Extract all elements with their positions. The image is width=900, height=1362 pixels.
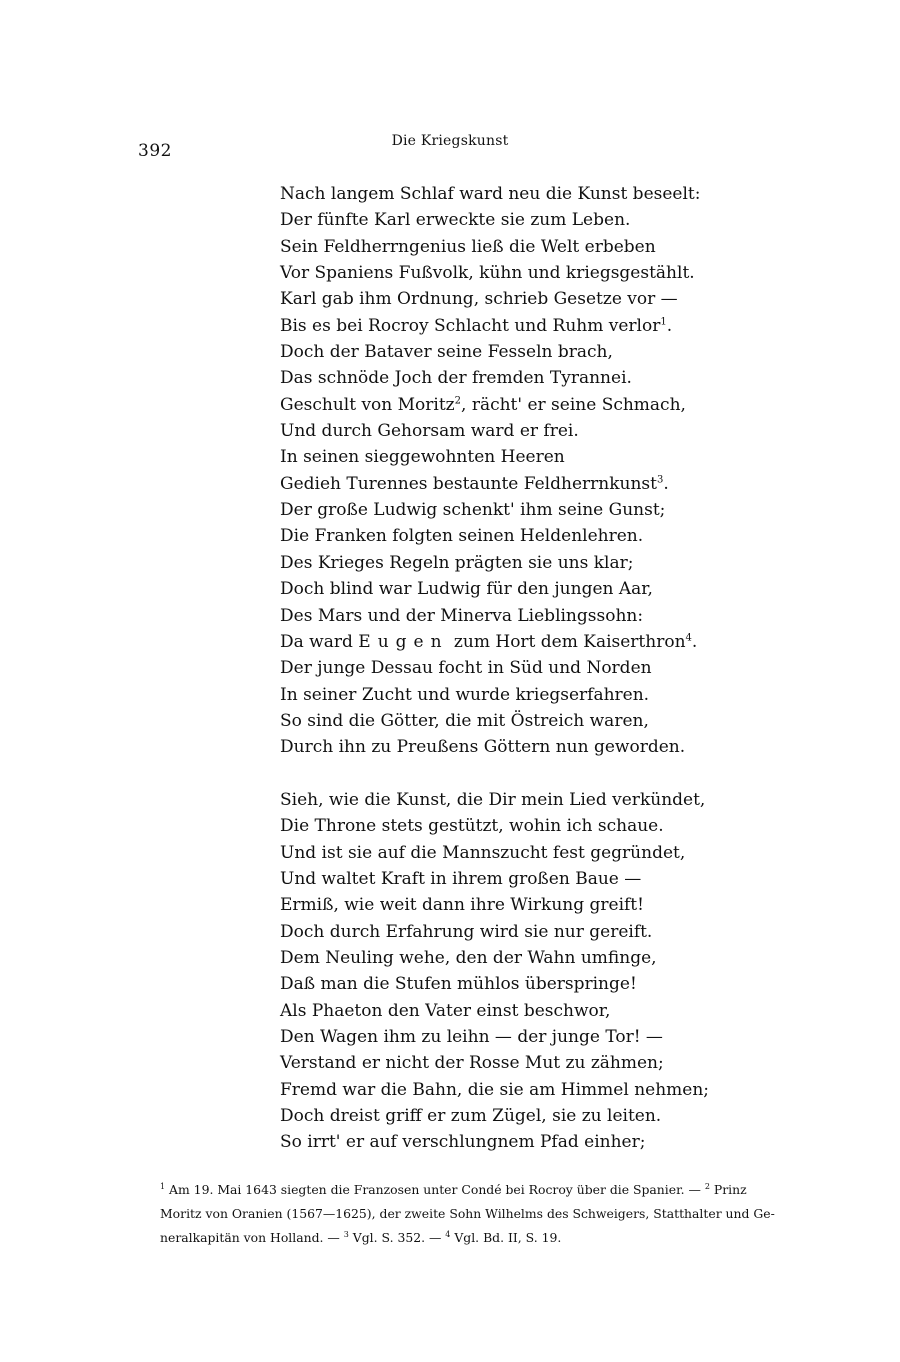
verse-line: Als Phaeton den Vater einst beschwor, <box>280 1000 611 1021</box>
verse-line: Und durch Gehorsam ward er frei. <box>280 421 579 442</box>
verse-line: Des Krieges Regeln prägten sie uns klar; <box>280 552 634 573</box>
verse-line: Verstand er nicht der Rosse Mut zu zähmen; <box>280 1053 664 1074</box>
verse-line: Geschult von Moritz$^2$, rächt' er seine Schmach, <box>280 394 686 415</box>
verse-line: Ermiß, wie weit dann ihre Wirkung greift! <box>280 895 644 916</box>
verse-line: Die Throne stets gestützt, wohin ich schaue. <box>280 816 664 837</box>
footnote-marker: 3 <box>656 474 664 486</box>
verse-line: Der junge Dessau focht in Süd und Norden <box>280 658 652 679</box>
footnote-number: 1 <box>160 1181 166 1191</box>
verse-line: Durch ihn zu Preußens Göttern nun geworden. <box>280 737 686 758</box>
footnote-marker: 4 <box>685 632 692 644</box>
verse-line: Doch der Bataver seine Fesseln brach, <box>280 342 613 363</box>
verse-line: Bis es bei Rocroy Schlacht und Ruhm verlor$^1$. <box>280 315 673 336</box>
verse-line: Und waltet Kraft in ihrem großen Baue — <box>280 869 642 890</box>
verse-line: So irrt' er auf verschlungnem Pfad einher; <box>280 1132 646 1153</box>
verse-line: Fremd war die Bahn, die sie am Himmel nehmen; <box>280 1079 710 1100</box>
stanza-2 <box>280 787 709 1156</box>
verse-line: Karl gab ihm Ordnung, schrieb Gesetze vor — <box>280 289 678 310</box>
verse-line: Des Mars und der Minerva Lieblingssohn: <box>280 605 644 626</box>
verse-line: Doch durch Erfahrung wird sie nur gereift. <box>280 921 653 942</box>
verse-line: Sein Feldherrngenius ließ die Welt erbeben <box>280 236 656 257</box>
footnote-number: 4 <box>445 1229 451 1239</box>
verse-line: Der fünfte Karl erweckte sie zum Leben. <box>280 210 631 231</box>
verse-line: Und ist sie auf die Mannszucht fest gegründet, <box>280 842 686 863</box>
footnote-number: 2 <box>704 1181 710 1191</box>
footnote-number: 3 <box>343 1229 349 1239</box>
spaced-name: Eugen <box>358 631 449 652</box>
verse-line: Die Franken folgten seinen Heldenlehren. <box>280 526 644 547</box>
verse-line: Gedieh Turennes bestaunte Feldherrnkunst$^3$. <box>280 473 669 494</box>
verse-line: Da ward Eugen zum Hort dem Kaiserthron$^4$. <box>280 631 698 652</box>
verse-line: Der große Ludwig schenkt' ihm seine Gunst; <box>280 500 666 521</box>
running-title: Die Kriegskunst <box>391 133 509 149</box>
verse-line: Doch dreist griff er zum Zügel, sie zu leiten. <box>280 1106 662 1127</box>
verse-line: Vor Spaniens Fußvolk, kühn und kriegsgestählt. <box>280 263 695 284</box>
footnote-line: neralkapitän von Holland. — $^3$ Vgl. S. 352. — $^4$ Vgl. Bd. II, S. 19. <box>160 1229 562 1245</box>
verse-line: Nach langem Schlaf ward neu die Kunst beseelt: <box>280 184 701 204</box>
footnote-marker: 2 <box>454 395 462 407</box>
footnote-line: Moritz von Oranien (1567—1625), der zweite Sohn Wilhelms des Schweigers, Statthalter und Ge- <box>160 1206 775 1221</box>
page-number: 392 <box>138 141 172 161</box>
verse-line: In seiner Zucht und wurde kriegserfahren. <box>280 684 650 705</box>
verse-line: In seinen sieggewohnten Heeren <box>280 447 565 468</box>
verse-line: Doch blind war Ludwig für den jungen Aar, <box>280 579 653 600</box>
verse-line: Sieh, wie die Kunst, die Dir mein Lied verkündet, <box>280 790 706 810</box>
footnotes <box>160 1178 815 1250</box>
footnote-marker: 1 <box>660 316 667 328</box>
verse-line: Das schnöde Joch der fremden Tyrannei. <box>280 368 632 389</box>
verse-line: Den Wagen ihm zu leihn — der junge Tor! — <box>280 1027 663 1048</box>
stanza-1 <box>280 181 700 761</box>
verse-line: Dem Neuling wehe, den der Wahn umfinge, <box>280 948 657 969</box>
verse-line: Daß man die Stufen mühlos überspringe! <box>280 974 637 995</box>
footnote-line: $^1$ Am 19. Mai 1643 siegten die Franzosen unter Condé bei Rocroy über die Spanier. — $^2$ Prinz <box>160 1181 747 1197</box>
verse-line: So sind die Götter, die mit Östreich waren, <box>280 710 649 731</box>
